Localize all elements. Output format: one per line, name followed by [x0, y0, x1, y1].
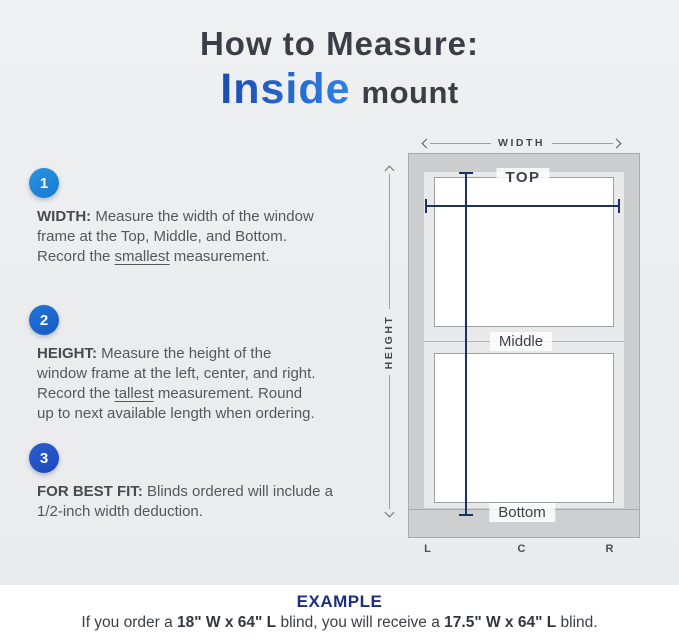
- width-arrow-line: [552, 143, 613, 144]
- arrow-left-icon: [422, 138, 432, 148]
- height-arrow-line: [389, 375, 390, 510]
- example-ordered-size: 18" W x 64" L: [177, 614, 277, 631]
- step-3-label: FOR BEST FIT:: [37, 483, 143, 500]
- height-label-wrap: [382, 309, 396, 375]
- example-text: [0, 614, 679, 632]
- step-3-body: Blinds ordered will include a 1/2-inch width deduction.: [37, 483, 333, 520]
- step-1-label: WIDTH:: [37, 208, 92, 225]
- height-dimension-label: HEIGHT: [383, 314, 395, 369]
- step-3: [29, 443, 351, 522]
- step-2-underlined-word: tallest: [114, 385, 154, 402]
- marker-left: L: [424, 543, 432, 555]
- step-1-text: [29, 207, 321, 267]
- marker-center: C: [517, 543, 527, 555]
- arrow-up-icon: [384, 166, 394, 176]
- window-pane-top: [434, 177, 614, 327]
- title-highlight-inside: Inside: [220, 65, 351, 113]
- step-1-body: Measure the width of the window frame at the Top, Middle, and Bottom. Record the: [37, 208, 314, 265]
- step-2-number: 2: [39, 311, 49, 329]
- height-dimension-arrow: [382, 167, 396, 516]
- step-1-underlined-word: smallest: [114, 248, 170, 265]
- page-title: [0, 24, 679, 114]
- step-2-text: [29, 344, 321, 424]
- step-3-text: [29, 482, 351, 522]
- arrow-down-icon: [384, 508, 394, 518]
- title-line1: How to Measure:: [199, 25, 480, 62]
- step-2-body: Measure the height of the window frame at the left, center, and right. Record the: [37, 345, 316, 402]
- vertical-measure-line: [465, 172, 467, 516]
- step-1-number: 1: [39, 174, 49, 192]
- step-2-number-badge: [29, 305, 59, 335]
- example-seg3: blind.: [556, 614, 598, 631]
- example-footer: [0, 585, 679, 642]
- height-arrow-line: [389, 174, 390, 309]
- title-suffix-mount: mount: [361, 75, 459, 110]
- marker-right: R: [605, 543, 615, 555]
- horizontal-measure-line: [425, 205, 620, 207]
- window-pane-bottom: [434, 353, 614, 503]
- example-seg2: blind, you will receive a: [276, 614, 445, 631]
- step-1-number-badge: [29, 168, 59, 198]
- example-heading: EXAMPLE: [296, 592, 383, 611]
- width-dimension-label: WIDTH: [498, 137, 545, 149]
- width-dimension-arrow: [423, 136, 620, 150]
- width-arrow-line: [430, 143, 491, 144]
- arrow-right-icon: [612, 138, 622, 148]
- step-2-label: HEIGHT:: [37, 345, 97, 362]
- step-3-number: 3: [39, 449, 49, 467]
- step-1: [29, 168, 321, 267]
- step-1-body-end: measurement.: [169, 248, 270, 265]
- example-seg1: If you order a: [81, 614, 178, 631]
- label-bottom: Bottom: [489, 503, 555, 522]
- example-received-size: 17.5" W x 64" L: [444, 614, 557, 631]
- step-2: [29, 305, 321, 424]
- title-line2: [0, 65, 679, 114]
- label-top: TOP: [496, 168, 549, 187]
- step-2-body-end: measurement. Round up to next available length when ordering.: [37, 385, 315, 422]
- step-3-number-badge: [29, 443, 59, 473]
- label-middle: Middle: [490, 332, 552, 351]
